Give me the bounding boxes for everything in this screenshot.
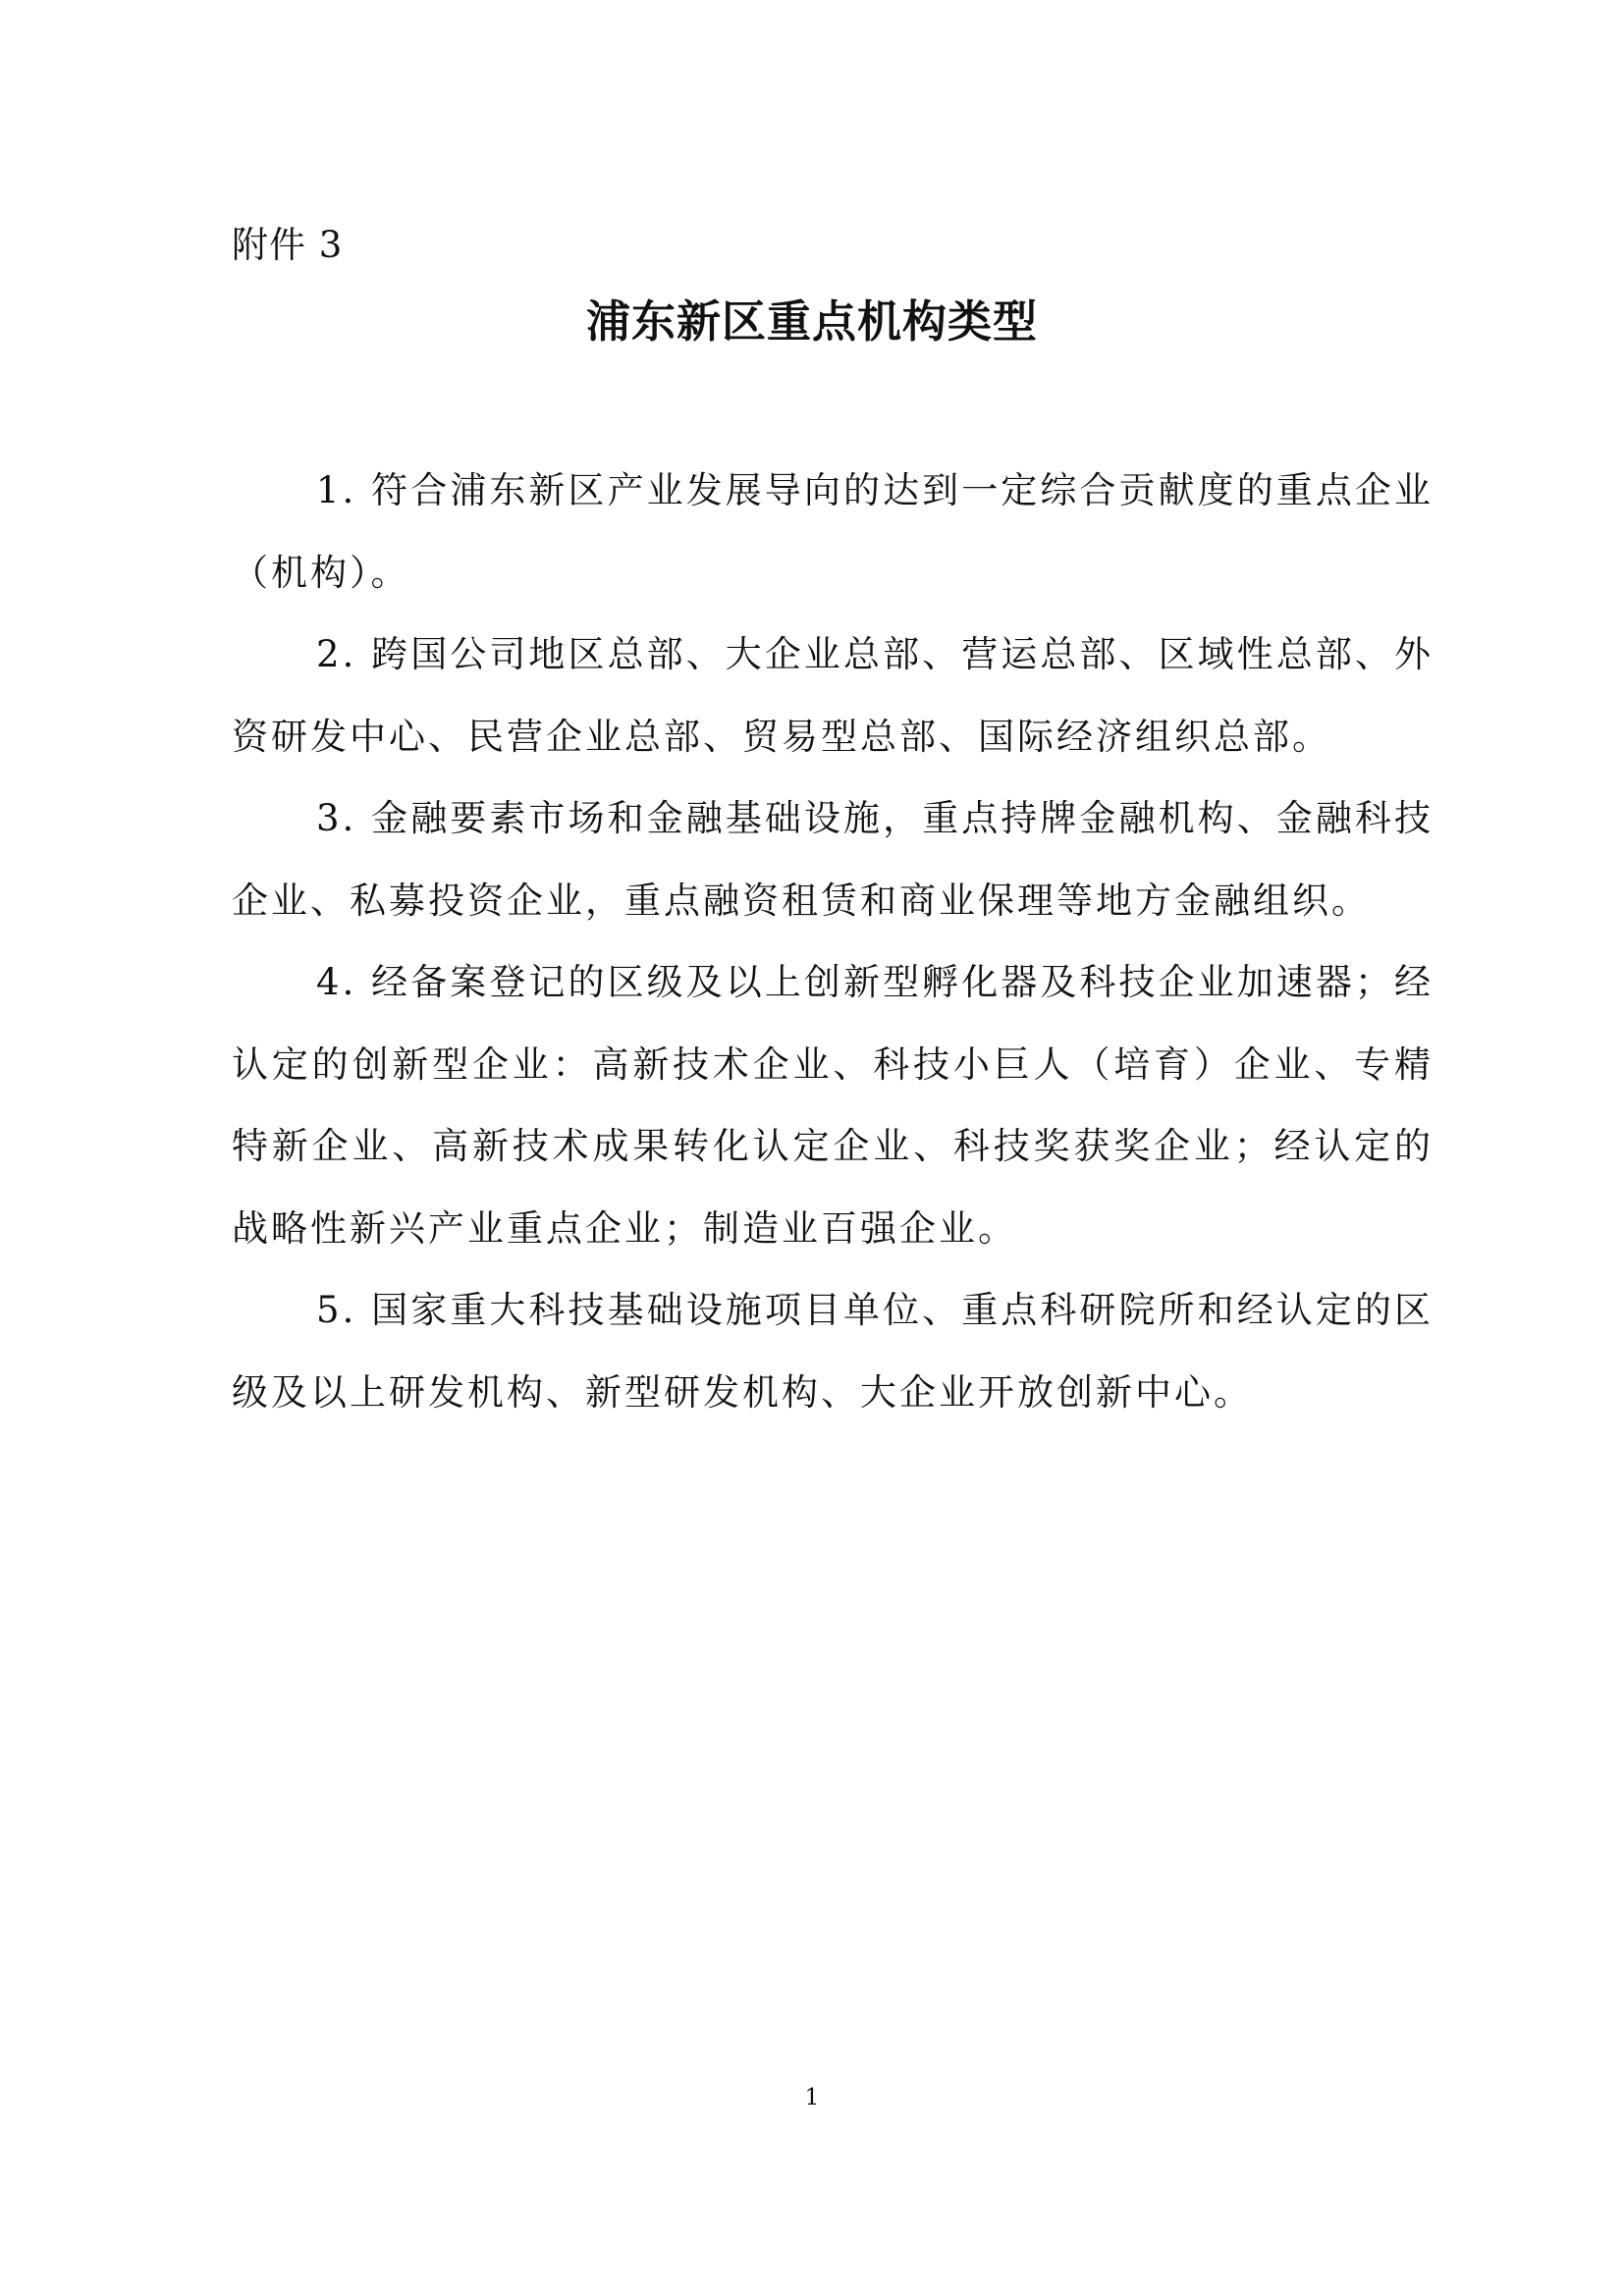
list-item-4: 4. 经备案登记的区级及以上创新型孵化器及科技企业加速器；经认定的创新型企业：高新技术企业、科技小巨人（培育）企业、专精特新企业、高新技术成果转化认定企业、科技奖获奖企业；经认定的战略性新兴产业重点企业；制造业百强企业。: [232, 961, 1434, 1250]
page-number: 1: [804, 2085, 820, 2110]
list-item-5: 5. 国家重大科技基础设施项目单位、重点科研院所和经认定的区级及以上研发机构、新型研发机构、大企业开放创新中心。: [232, 1289, 1434, 1414]
attachment-label: 附件 3: [232, 224, 344, 266]
list-item-3: 3. 金融要素市场和金融基础设施，重点持牌金融机构、金融科技企业、私募投资企业，重点融资租赁和商业保理等地方金融组织。: [232, 797, 1434, 922]
document-title: 浦东新区重点机构类型: [585, 295, 1038, 347]
list-item-1: 1. 符合浦东新区产业发展导向的达到一定综合贡献度的重点企业（机构）。: [232, 469, 1434, 594]
document-body: [232, 450, 1434, 1433]
list-item-2: 2. 跨国公司地区总部、大企业总部、营运总部、区域性总部、外资研发中心、民营企业总部、贸易型总部、国际经济组织总部。: [232, 633, 1434, 758]
